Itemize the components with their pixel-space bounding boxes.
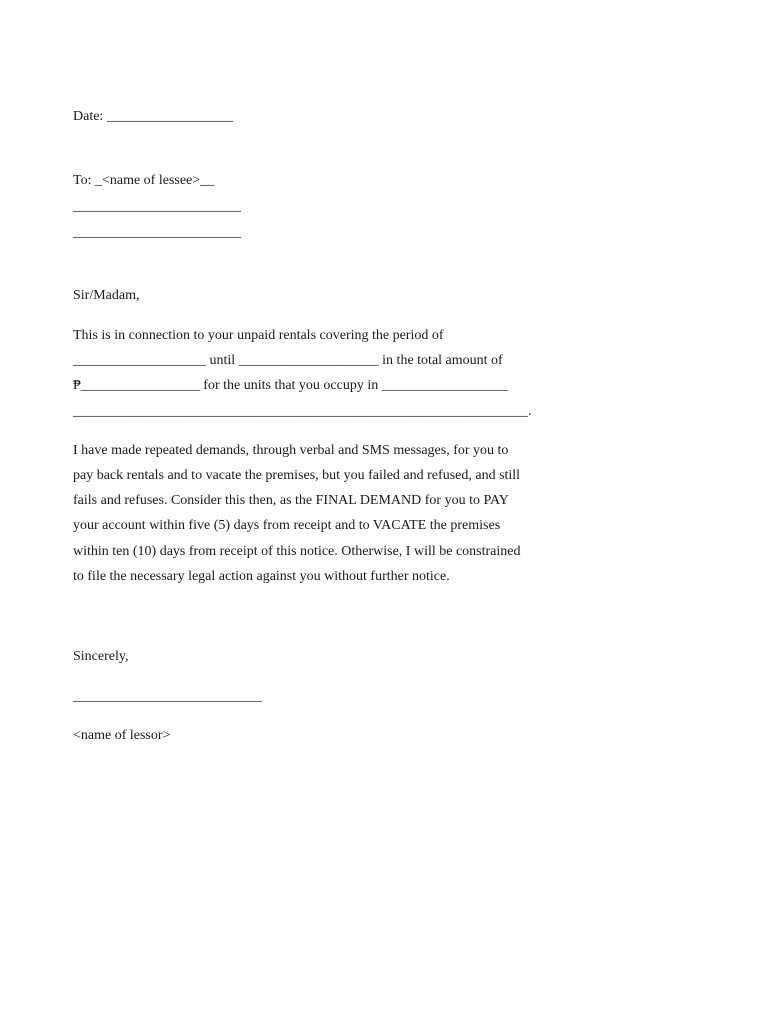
paragraph-line: _________________________________________________________________.	[73, 404, 532, 419]
address-line-1: ________________________	[73, 199, 241, 214]
address-line-2: ________________________	[73, 225, 241, 240]
date-line: Date: __________________	[73, 109, 233, 124]
paragraph-line: This is in connection to your unpaid rentals covering the period of	[73, 328, 444, 343]
paragraph-line: I have made repeated demands, through verbal and SMS messages, for you to	[73, 443, 509, 458]
paragraph-line: your account within five (5) days from receipt and to VACATE the premises	[73, 518, 501, 533]
closing: Sincerely,	[73, 649, 129, 664]
paragraph-line: ₱_________________ for the units that you occupy in __________________	[73, 378, 508, 393]
signature-line: ___________________________	[73, 689, 262, 704]
paragraph-line: fails and refuses. Consider this then, as the FINAL DEMAND for you to PAY	[73, 493, 509, 508]
paragraph-line: ___________________ until ____________________ in the total amount of	[73, 353, 503, 368]
paragraph-line: pay back rentals and to vacate the premises, but you failed and refused, and still	[73, 468, 521, 483]
paragraph-line: to file the necessary legal action against you without further notice.	[73, 569, 450, 584]
salutation: Sir/Madam,	[73, 288, 140, 303]
paragraph-line: within ten (10) days from receipt of this notice. Otherwise, I will be constrained	[73, 544, 521, 559]
recipient-line: To: _<name of lessee>__	[73, 173, 215, 188]
signatory-name: <name of lessor>	[73, 728, 171, 743]
